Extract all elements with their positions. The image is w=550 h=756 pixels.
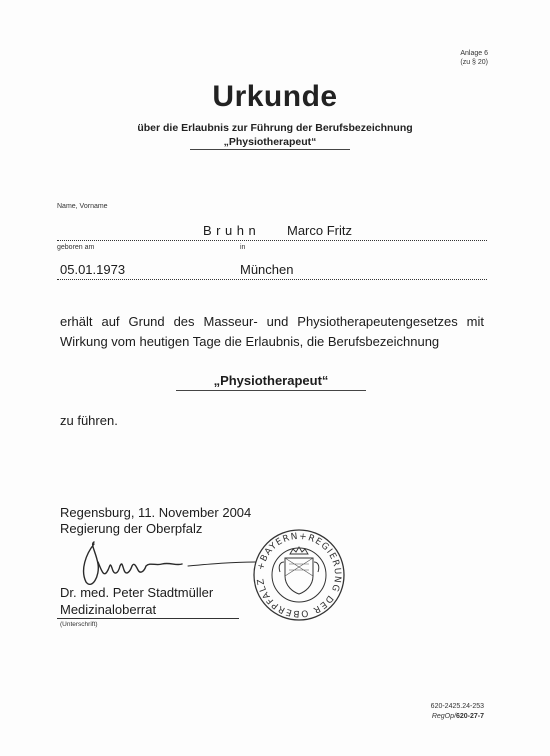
in-label: in [240, 244, 246, 251]
reference-code-number: 620-27-7 [455, 713, 484, 720]
annex-note [460, 49, 488, 67]
given-names-value: Marco Fritz [287, 223, 352, 238]
place-of-birth-value: München [240, 262, 294, 277]
body-profession: „Physiotherapeut“ [176, 373, 366, 391]
annex-label: Anlage 6 [460, 50, 488, 57]
date-of-birth-value: 05.01.1973 [60, 262, 126, 277]
surname-value: Bruhn [203, 223, 261, 238]
grant-paragraph: erhält auf Grund des Masseur- und Physiotherapeutengesetzes mit Wirkung vom heutigen Tage die Erlaubnis, die Berufsbezeichnung [60, 314, 484, 349]
closing-text: zu führen. [60, 413, 118, 428]
born-label: geboren am [57, 244, 95, 251]
signer-title: Medizinaloberrat [60, 602, 157, 617]
signature-line [57, 618, 239, 619]
official-seal [252, 528, 346, 622]
heading-profession: „Physiotherapeut“ [190, 136, 350, 150]
issuing-authority: Regierung der Oberpfalz [60, 521, 203, 536]
annex-paragraph-ref: (zu § 20) [460, 59, 488, 66]
name-label: Name, Vorname [57, 203, 108, 210]
birth-dotted-line [57, 279, 487, 280]
svg-text:+BAYERN+REGIERUNG DER OBERPFAL: +BAYERN+REGIERUNG DER OBERPFALZ [255, 531, 343, 619]
reference-code [432, 713, 484, 720]
signature-label: (Unterschrift) [60, 621, 98, 628]
certificate-title: Urkunde [212, 80, 338, 113]
handwritten-signature [60, 532, 270, 592]
signer-name: Dr. med. Peter Stadtmüller [60, 585, 214, 600]
reference-number: 620-2425.24-253 [430, 703, 484, 710]
certificate-subtitle: über die Erlaubnis zur Führung der Berufsbezeichnung [137, 122, 413, 134]
issue-place-date: Regensburg, 11. November 2004 [60, 505, 252, 520]
reference-code-prefix: RegOp/ [431, 713, 456, 720]
name-dotted-line [57, 240, 487, 241]
